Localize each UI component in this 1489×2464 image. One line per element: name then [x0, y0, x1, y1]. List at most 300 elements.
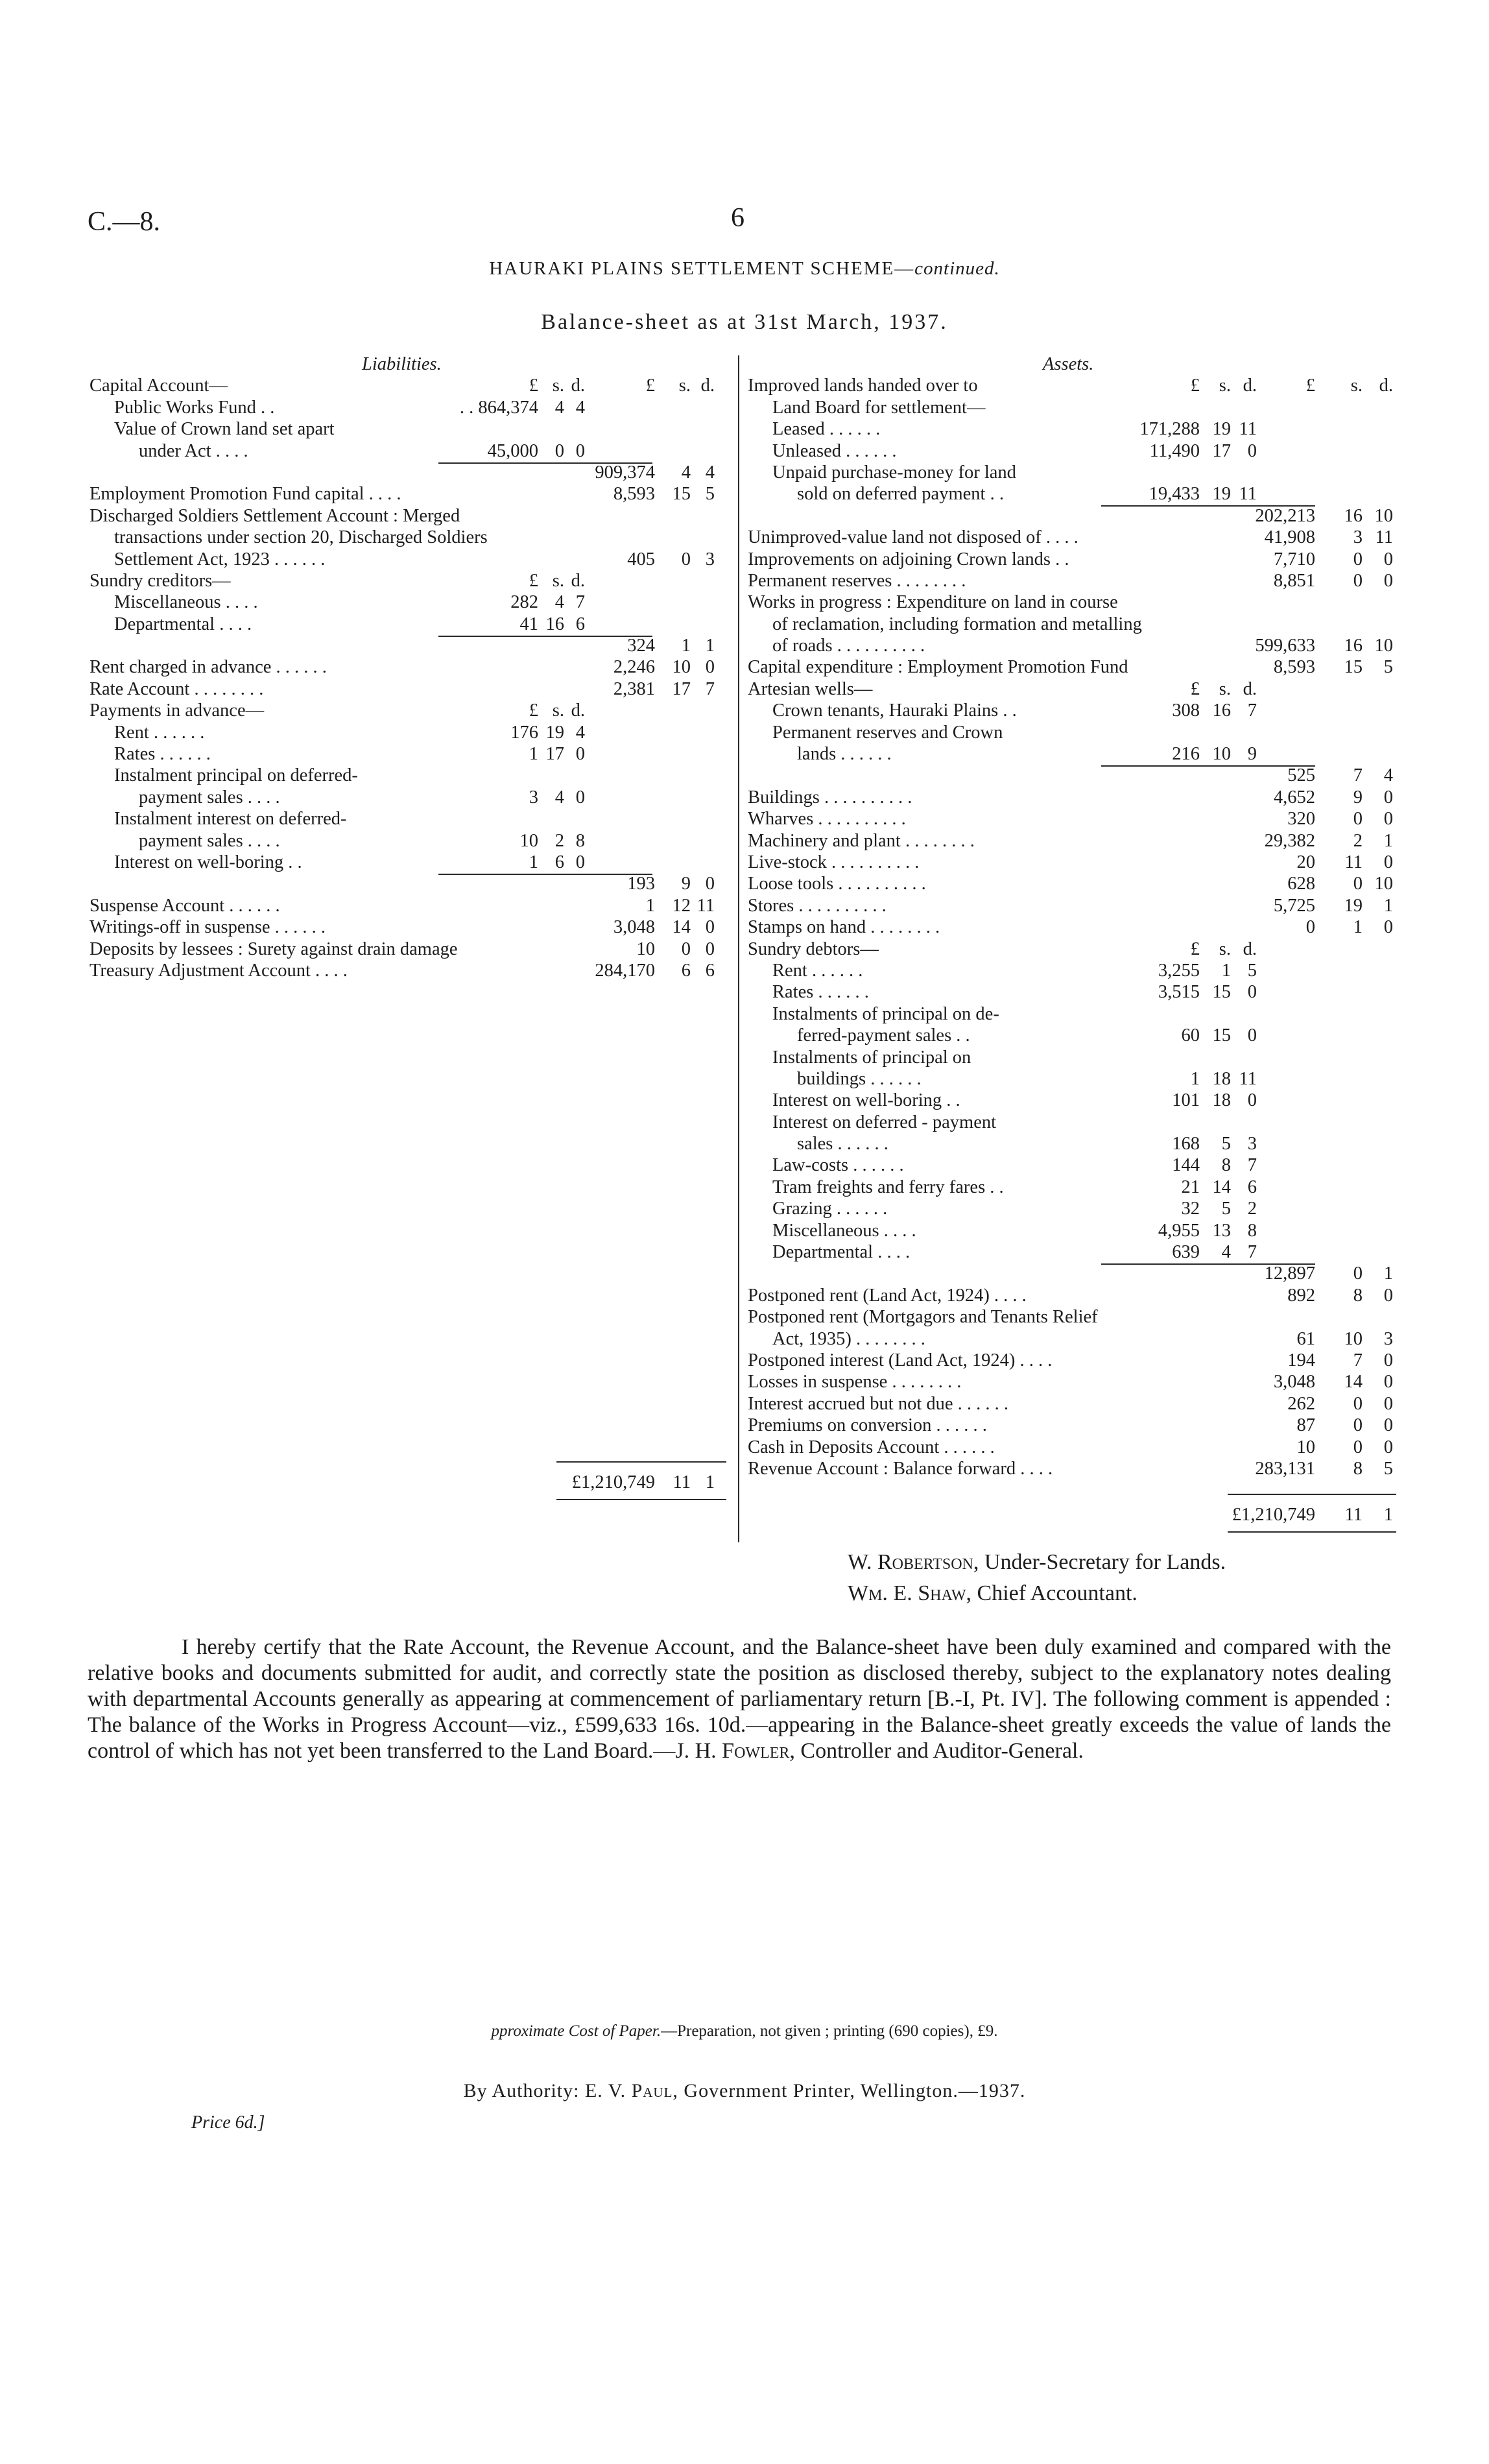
ledger-row [748, 1177, 1396, 1198]
total-shillings: 8 [1353, 1458, 1363, 1479]
total-pence: 4 [1383, 765, 1393, 786]
total-shillings: 17 [672, 678, 691, 699]
total-shillings: 8 [1353, 1285, 1363, 1306]
ledger-row [748, 1112, 1396, 1133]
sub-pence: 8 [575, 830, 585, 851]
sub-pounds: 60 [1181, 1025, 1200, 1046]
sub-shillings: 4 [554, 397, 564, 418]
ledger-item-label: Loose tools . . . . . . . . . . [748, 874, 926, 894]
ledger-row [748, 1393, 1396, 1415]
ledger-row [89, 916, 726, 938]
sub-shillings: 16 [545, 614, 564, 634]
ledger-row [89, 895, 726, 916]
total-pounds: 8,593 [1273, 657, 1315, 678]
sub-shillings: s. [1219, 376, 1231, 396]
sub-shillings: 18 [1212, 1068, 1231, 1089]
ledger-item-label: Law-costs . . . . . . [772, 1155, 904, 1176]
sub-pence: d. [571, 700, 585, 721]
sub-pence: d. [1243, 678, 1257, 699]
scheme-title-continued: continued. [914, 258, 1000, 279]
total-pounds: 909,374 [595, 462, 655, 483]
ledger-item-label: Stores . . . . . . . . . . [748, 895, 887, 916]
sub-shillings: 18 [1212, 1090, 1231, 1111]
ledger-item-label: Buildings . . . . . . . . . . [748, 787, 912, 807]
total-pence: 0 [1383, 570, 1393, 591]
total-pounds: £ [1305, 376, 1315, 396]
sub-shillings: 5 [1221, 1134, 1231, 1154]
ledger-row [89, 592, 726, 613]
sub-shillings: 17 [545, 744, 564, 765]
ledger-row [748, 1003, 1396, 1025]
sub-pounds: 11,490 [1149, 440, 1200, 461]
ledger-row [748, 830, 1396, 852]
signature-under-secretary [848, 1550, 1226, 1575]
balance-sheet-title: Balance-sheet as at 31st March, 1937. [541, 310, 948, 334]
grand-total-row [89, 1472, 726, 1493]
signature-chief-accountant [848, 1581, 1138, 1606]
certificate-text: I hereby certify that the Rate Account, the Revenue Account, and the Balance-sheet have been duly examined and compared with the relative books and documents submitted for audit, and correctly state the position as disclosed thereby, subject to the explanatory notes dealing with departmental Accounts generally as appearing at commencement of parliamentary return [B.-I, Pt. IV]. The following comment is appended : The balance of the Works in Progress Account—viz., £599,633 16s. 10d.—appearing in the Balance-sheet greatly exceeds the value of lands the control of which has not yet been transferred to the Land Board.— [88, 1635, 1391, 1763]
sub-shillings: 14 [1212, 1177, 1231, 1197]
ledger-item-label: Rent . . . . . . [772, 960, 863, 981]
ledger-item-label: Losses in suspense . . . . . . . . [748, 1372, 962, 1393]
sub-shillings: 17 [1212, 440, 1231, 461]
authority-suffix: Government Printer, Wellington.—1937. [684, 2080, 1026, 2101]
sub-pence: d. [571, 570, 585, 591]
ledger-item-label: Discharged Soldiers Settlement Account : Merged [89, 505, 460, 526]
sub-pounds: £ [1190, 678, 1200, 699]
ledger-item-label: of reclamation, including formation and metalling [772, 614, 1142, 634]
total-pounds: 194 [1287, 1350, 1315, 1370]
total-pence: 5 [1383, 1458, 1393, 1479]
grand-total-pounds: £1,210,749 [1232, 1505, 1315, 1525]
total-pence: 5 [705, 484, 715, 505]
sub-pounds: 21 [1181, 1177, 1200, 1197]
total-pence: 0 [1383, 549, 1393, 569]
sub-pence: 7 [1247, 1155, 1257, 1176]
ledger-row [748, 397, 1396, 418]
total-pence: 0 [1383, 809, 1393, 830]
ledger-row [89, 375, 726, 396]
ledger-row [89, 549, 726, 570]
sub-shillings: 8 [1221, 1155, 1231, 1176]
sub-shillings: 19 [1212, 419, 1231, 440]
sub-pence: 8 [1247, 1220, 1257, 1241]
sub-pounds: 41 [519, 614, 538, 634]
total-shillings: 0 [1353, 874, 1363, 894]
ledger-item-label: Premiums on conversion . . . . . . [748, 1415, 987, 1436]
ledger-item-label: Miscellaneous . . . . [772, 1220, 916, 1241]
total-shillings: 0 [1353, 570, 1363, 591]
sub-shillings: 16 [1212, 700, 1231, 721]
ledger-item-label: Sundry creditors— [89, 570, 231, 591]
ledger-row [89, 570, 726, 592]
total-shillings: 14 [672, 917, 691, 938]
ledger-item-label: Improvements on adjoining Crown lands . . [748, 549, 1069, 569]
ledger-row [748, 570, 1396, 592]
cost-of-paper-note [0, 2022, 1489, 2040]
ledger-item-label: payment sales . . . . [139, 787, 280, 807]
sub-pence: 11 [1239, 484, 1257, 505]
ledger-item-label: Permanent reserves and Crown [772, 722, 1003, 743]
ledger-row [748, 916, 1396, 938]
ledger-row [89, 722, 726, 743]
total-shillings: 0 [1353, 1437, 1363, 1457]
ledger-row [89, 873, 726, 894]
total-pence: 1 [705, 636, 715, 656]
ledger-row [748, 1154, 1396, 1176]
total-top-rule [556, 1461, 726, 1463]
total-pounds: 10 [636, 939, 655, 959]
total-pence: d. [700, 376, 715, 396]
ledger-item-label: Rates . . . . . . [772, 982, 869, 1003]
ledger-item-label: lands . . . . . . [797, 744, 892, 765]
sub-pounds: 19,433 [1149, 484, 1200, 505]
total-pence: 11 [697, 895, 715, 916]
total-pence: 11 [1375, 527, 1393, 548]
sub-pence: 9 [1247, 744, 1257, 765]
sub-shillings: 19 [545, 722, 564, 743]
total-pence: 6 [705, 960, 715, 981]
ledger-item-label: Departmental . . . . [772, 1242, 911, 1263]
column-divider [738, 355, 739, 1542]
ledger-row [748, 656, 1396, 678]
ledger-row [748, 1458, 1396, 1479]
ledger-row [748, 722, 1396, 743]
ledger-item-label: buildings . . . . . . [797, 1068, 922, 1089]
ledger-row [748, 1415, 1396, 1436]
total-pounds: 892 [1287, 1285, 1315, 1306]
ledger-row [748, 852, 1396, 873]
ledger-item-label: Land Board for settlement— [772, 397, 986, 418]
ledger-row [89, 939, 726, 960]
ledger-item-label: Artesian wells— [748, 678, 873, 699]
total-pence: 0 [1383, 1415, 1393, 1436]
assets-column [748, 353, 1396, 1533]
liabilities-column [89, 353, 726, 1500]
ledger-item-label: Instalment principal on deferred- [114, 765, 358, 786]
sub-pence: 0 [1247, 440, 1257, 461]
total-shillings: 14 [1344, 1372, 1363, 1393]
total-shillings: 16 [1344, 505, 1363, 526]
sub-pounds: . . 864,374 [459, 397, 538, 418]
total-pounds: 2,381 [613, 678, 655, 699]
sub-pence: 0 [1247, 1090, 1257, 1111]
sub-pence: d. [1243, 376, 1257, 396]
sub-pence: 0 [1247, 1025, 1257, 1046]
ledger-row [89, 765, 726, 786]
total-pounds: 324 [627, 636, 655, 656]
ledger-item-label: Unpaid purchase-money for land [772, 462, 1016, 483]
sub-pence: 0 [1247, 982, 1257, 1003]
ledger-row [89, 418, 726, 440]
sub-shillings: 19 [1212, 484, 1231, 505]
total-pounds: 87 [1296, 1415, 1315, 1436]
total-pounds: 3,048 [1273, 1372, 1315, 1393]
signature-2-title: Chief Accountant. [977, 1581, 1138, 1605]
total-shillings: 4 [681, 462, 691, 483]
ledger-row [748, 678, 1396, 700]
sub-shillings: s. [552, 376, 564, 396]
ledger-row [748, 505, 1396, 527]
ledger-item-label: Capital Account— [89, 376, 228, 396]
ledger-item-label: Permanent reserves . . . . . . . . [748, 570, 966, 591]
ledger-item-label: payment sales . . . . [139, 830, 280, 851]
ledger-row [748, 808, 1396, 830]
ledger-row [748, 1350, 1396, 1371]
ledger-row [89, 852, 726, 873]
ledger-row [748, 873, 1396, 894]
total-shillings: 0 [1353, 809, 1363, 830]
total-shillings: 7 [1353, 1350, 1363, 1370]
ledger-item-label: Treasury Adjustment Account . . . . [89, 960, 348, 981]
ledger-item-label: Unleased . . . . . . [772, 440, 897, 461]
sub-pounds: £ [529, 700, 538, 721]
total-pounds: 628 [1287, 874, 1315, 894]
total-pounds: 10 [1296, 1437, 1315, 1457]
price: Price 6d.] [191, 2112, 265, 2133]
ledger-row [89, 808, 726, 830]
total-pence: 10 [1374, 636, 1393, 656]
ledger-item-label: of roads . . . . . . . . . . [772, 636, 925, 656]
sub-shillings: 10 [1212, 744, 1231, 765]
scheme-title [0, 258, 1489, 280]
report-reference: C.—8. [88, 207, 161, 237]
ledger-row [89, 787, 726, 808]
ledger-item-label: Postponed rent (Mortgagors and Tenants Relief [748, 1307, 1098, 1328]
total-shillings: 0 [681, 939, 691, 959]
sub-pence: 7 [1247, 700, 1257, 721]
cost-of-paper-label: pproximate Cost of Paper. [491, 2022, 661, 2040]
total-shillings: s. [1350, 376, 1363, 396]
ledger-row [748, 1198, 1396, 1219]
ledger-row [748, 1047, 1396, 1068]
sub-pounds: 144 [1172, 1155, 1200, 1176]
total-shillings: 0 [1353, 1415, 1363, 1436]
ledger-item-label: sold on deferred payment . . [797, 484, 1004, 505]
sub-shillings: 4 [1221, 1242, 1231, 1263]
ledger-item-label: Improved lands handed over to [748, 376, 978, 396]
total-shillings: 3 [1353, 527, 1363, 548]
assets-heading: Assets. [1043, 354, 1094, 374]
total-shillings: 0 [1353, 1263, 1363, 1284]
total-shillings: 0 [681, 549, 691, 569]
ledger-row [748, 549, 1396, 570]
sub-pence: 3 [1247, 1134, 1257, 1154]
total-pounds: 283,131 [1255, 1458, 1315, 1479]
ledger-row [748, 1068, 1396, 1090]
sub-shillings: 4 [554, 787, 564, 807]
sub-pounds: 32 [1181, 1199, 1200, 1219]
total-pounds: 3,048 [613, 917, 655, 938]
sub-shillings: 6 [554, 852, 564, 872]
ledger-row [748, 787, 1396, 808]
total-pence: 1 [1383, 830, 1393, 851]
ledger-row [748, 483, 1396, 505]
ledger-row [748, 895, 1396, 916]
grand-total-shillings: 11 [1344, 1505, 1363, 1525]
ledger-row [89, 830, 726, 852]
grand-total-pounds: £1,210,749 [571, 1472, 655, 1493]
page-number: 6 [731, 203, 744, 233]
ledger-item-label: Works in progress : Expenditure on land in course [748, 592, 1118, 613]
ledger-row [748, 1285, 1396, 1306]
sub-shillings: s. [552, 570, 564, 591]
total-pounds: 525 [1287, 765, 1315, 786]
ledger-item-label: Postponed rent (Land Act, 1924) . . . . [748, 1285, 1027, 1306]
sub-pounds: 1 [1190, 1068, 1200, 1089]
ledger-row [748, 1133, 1396, 1154]
total-pence: 0 [705, 874, 715, 894]
total-shillings: 15 [1344, 657, 1363, 678]
grand-total-row [748, 1504, 1396, 1525]
ledger-row [89, 462, 726, 483]
total-pounds: 61 [1296, 1328, 1315, 1349]
sub-pounds: 101 [1172, 1090, 1200, 1111]
ledger-row [89, 527, 726, 548]
ledger-item-label: sales . . . . . . [797, 1134, 888, 1154]
total-spacer [89, 981, 726, 1461]
total-pence: 0 [1383, 1285, 1393, 1306]
signature-1-title: Under-Secretary for Lands. [984, 1550, 1226, 1574]
sub-shillings: 0 [554, 440, 564, 461]
ledger-item-label: Writings-off in suspense . . . . . . [89, 917, 326, 938]
total-pounds: 262 [1287, 1393, 1315, 1414]
ledger-row [748, 1241, 1396, 1263]
ledger-item-label: Rent charged in advance . . . . . . [89, 657, 327, 678]
ledger-item-label: Unimproved-value land not disposed of . . . . [748, 527, 1078, 548]
total-pounds: 5,725 [1273, 895, 1315, 916]
ledger-item-label: Tram freights and ferry fares . . [772, 1177, 1004, 1197]
ledger-row [748, 527, 1396, 548]
sub-shillings: 1 [1221, 960, 1231, 981]
certificate-signer: J. H. Fowler, [675, 1739, 795, 1763]
grand-total-pence: 1 [1383, 1505, 1393, 1525]
liabilities-heading-row [89, 353, 726, 375]
total-shillings: 19 [1344, 895, 1363, 916]
sub-pence: 11 [1239, 1068, 1257, 1089]
total-pounds: 12,897 [1264, 1263, 1315, 1284]
ledger-row [748, 700, 1396, 721]
total-pounds: 29,382 [1264, 830, 1315, 851]
ledger-item-label: Stamps on hand . . . . . . . . [748, 917, 940, 938]
total-pence: 1 [1383, 895, 1393, 916]
total-pounds: 41,908 [1264, 527, 1315, 548]
sub-pence: 7 [1247, 1242, 1257, 1263]
total-shillings: 1 [681, 636, 691, 656]
ledger-row [89, 614, 726, 635]
ledger-item-label: Interest on deferred - payment [772, 1112, 997, 1132]
sub-pence: d. [571, 376, 585, 396]
ledger-row [89, 656, 726, 678]
ledger-row [748, 765, 1396, 786]
total-pounds: 0 [1305, 917, 1315, 938]
sub-pounds: 171,288 [1139, 419, 1200, 440]
total-shillings: 0 [1353, 1393, 1363, 1414]
ledger-item-label: Interest on well-boring . . [114, 852, 302, 872]
total-shillings: 9 [1353, 787, 1363, 807]
certificate-signer-title: Controller and Auditor-General. [800, 1739, 1084, 1763]
total-shillings: 16 [1344, 636, 1363, 656]
total-pence: 0 [705, 917, 715, 938]
total-pence: 0 [1383, 1350, 1393, 1370]
ledger-item-label: Public Works Fund . . [114, 397, 275, 418]
sub-pounds: 308 [1172, 700, 1200, 721]
total-top-rule [1228, 1494, 1396, 1495]
ledger-item-label: Capital expenditure : Employment Promotion Fund [748, 657, 1128, 678]
ledger-row [89, 960, 726, 981]
total-pounds: 320 [1287, 809, 1315, 830]
liabilities-heading: Liabilities. [362, 354, 442, 374]
ledger-row [89, 505, 726, 527]
assets-heading-row [748, 353, 1396, 375]
total-bottom-rule [556, 1499, 726, 1500]
ledger-row [748, 614, 1396, 635]
sub-pence: d. [1243, 939, 1257, 959]
signature-2-name: Wm. E. Shaw, [848, 1581, 972, 1605]
total-pence: 0 [1383, 1393, 1393, 1414]
ledger-row [89, 440, 726, 462]
sub-pence: 11 [1239, 419, 1257, 440]
sub-pence: 6 [1247, 1177, 1257, 1197]
ledger-row [89, 678, 726, 700]
ledger-item-label: Crown tenants, Hauraki Plains . . [772, 700, 1017, 721]
sub-pounds: 3,255 [1158, 960, 1200, 981]
ledger-item-label: Rent . . . . . . [114, 722, 205, 743]
total-pence: 3 [705, 549, 715, 569]
total-pounds: 405 [627, 549, 655, 569]
total-pounds: 193 [627, 874, 655, 894]
sub-pence: 5 [1247, 960, 1257, 981]
ledger-row [748, 1025, 1396, 1046]
ledger-item-label: Live-stock . . . . . . . . . . [748, 852, 920, 872]
total-bottom-rule [1228, 1531, 1396, 1533]
total-pence: d. [1379, 376, 1393, 396]
total-pence: 0 [705, 657, 715, 678]
total-pence: 1 [1383, 1263, 1393, 1284]
total-pounds: 8,851 [1273, 570, 1315, 591]
sub-shillings: 15 [1212, 982, 1231, 1003]
ledger-item-label: Settlement Act, 1923 . . . . . . [114, 549, 326, 569]
total-pence: 0 [1383, 1372, 1393, 1393]
ledger-item-label: Rate Account . . . . . . . . [89, 678, 264, 699]
authority-prefix: By Authority: [463, 2080, 580, 2101]
ledger-row [748, 418, 1396, 440]
total-shillings: 2 [1353, 830, 1363, 851]
ledger-item-label: Value of Crown land set apart [114, 419, 335, 440]
sub-shillings: s. [1219, 678, 1231, 699]
ledger-item-label: Employment Promotion Fund capital . . . . [89, 484, 401, 505]
ledger-item-label: Leased . . . . . . [772, 419, 881, 440]
ledger-item-label: Interest on well-boring . . [772, 1090, 960, 1111]
ledger-item-label: Departmental . . . . [114, 614, 252, 634]
signature-1-name: W. Robertson, [848, 1550, 979, 1574]
ledger-item-label: ferred-payment sales . . [797, 1025, 970, 1046]
sub-shillings: 5 [1221, 1199, 1231, 1219]
total-shillings: 10 [672, 657, 691, 678]
total-shillings: 15 [672, 484, 691, 505]
ledger-item-label: Suspense Account . . . . . . [89, 895, 280, 916]
ledger-row [748, 1371, 1396, 1393]
authority-name: E. V. Paul, [584, 2080, 678, 2101]
audit-certificate [88, 1634, 1391, 1764]
total-pence: 0 [705, 939, 715, 959]
sub-pounds: 1 [529, 744, 538, 765]
ledger-row [748, 981, 1396, 1003]
sub-pounds: 1 [529, 852, 538, 872]
total-pence: 10 [1374, 505, 1393, 526]
sub-shillings: 2 [554, 830, 564, 851]
sub-shillings: s. [1219, 939, 1231, 959]
